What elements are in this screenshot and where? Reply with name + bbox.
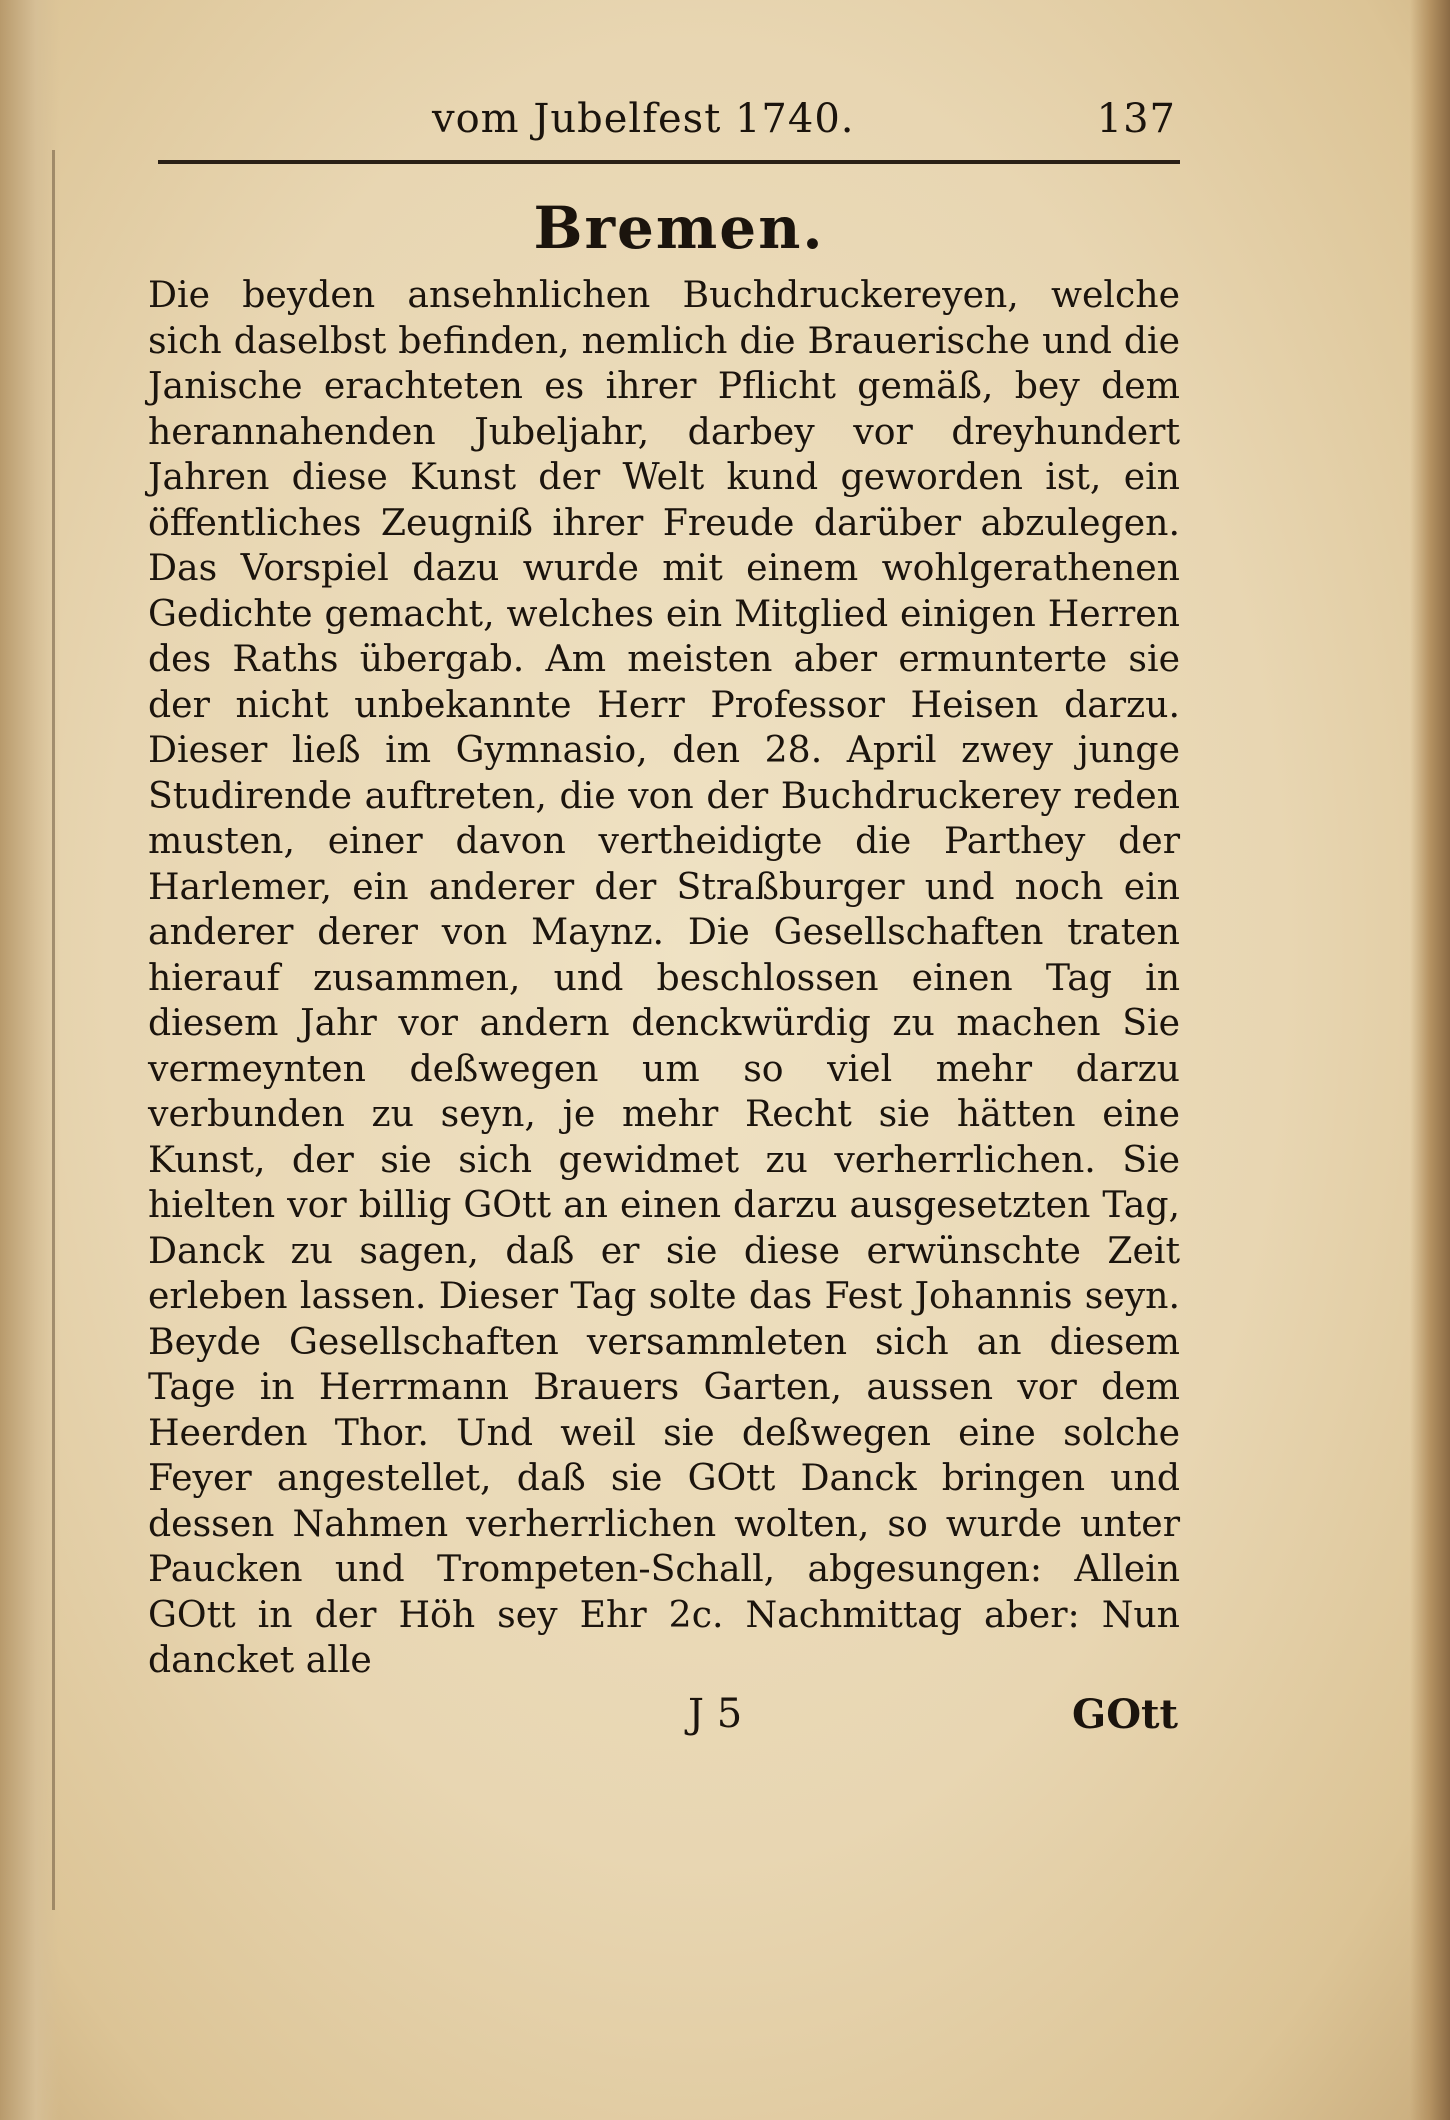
page-edge [1410, 0, 1450, 2120]
section-heading: Bremen. [533, 194, 825, 262]
catchline [148, 1691, 1180, 1743]
body-text: Die beyden ansehnlichen Buchdruckereyen, welche sich daselbst befinden, nemlich die Brauerische und die Janische erachteten es ihrer Pflicht gemäß, bey dem herannahenden Jubeljahr, darbey vor dreyhundert Jahren diese Kunst der Welt kund geworden ist, ein öffentliches Zeugniß ihrer Freude darüber abzulegen. Das Vorspiel dazu wurde mit einem wohlgerathenen Gedichte gemacht, welches ein Mitglied einigen Herren des Raths übergab. Am meisten aber ermunterte sie der nicht unbekannte Herr Professor Heisen darzu. Dieser ließ im Gymnasio, den 28. April zwey junge Studirende auftreten, die von der Buchdruckerey reden musten, einer davon vertheidigte die Parthey der Harlemer, ein anderer der Straßburger und noch ein anderer derer von Maynz. Die Gesellschaften traten hierauf zusammen, und beschlossen einen Tag in diesem Jahr vor andern denckwürdig zu machen Sie vermeynten deßwegen um so viel mehr darzu verbunden zu seyn, je mehr Recht sie hätten eine Kunst, der sie sich gewidmet zu verherrlichen. Sie hielten vor billig GOtt an einen darzu ausgesetzten Tag, Danck zu sagen, daß er sie diese erwünschte Zeit erleben lassen. Dieser Tag solte das Fest Johannis seyn. Beyde Gesellschaften versammleten sich an diesem Tage in Herrmann Brauers Garten, aussen vor dem Heerden Thor. Und weil sie deßwegen eine solche Feyer angestellet, daß sie GOtt Danck bringen und dessen Nahmen verherrlichen wolten, so wurde unter Paucken und Trompeten-Schall, abgesungen: Allein GOtt in der Höh sey Ehr 2c. Nachmittag aber: Nun dancket alle [148, 273, 1180, 1681]
header-rule [158, 160, 1180, 164]
running-head [148, 96, 1180, 160]
gutter-shadow-line [52, 150, 55, 1910]
signature-mark: J 5 [688, 1690, 743, 1737]
text-block [148, 96, 1180, 1743]
running-title: vom Jubelfest 1740. [432, 96, 855, 142]
catchword: GOtt [1072, 1690, 1178, 1738]
page-gutter [0, 0, 60, 2120]
page-number: 137 [1096, 96, 1176, 142]
